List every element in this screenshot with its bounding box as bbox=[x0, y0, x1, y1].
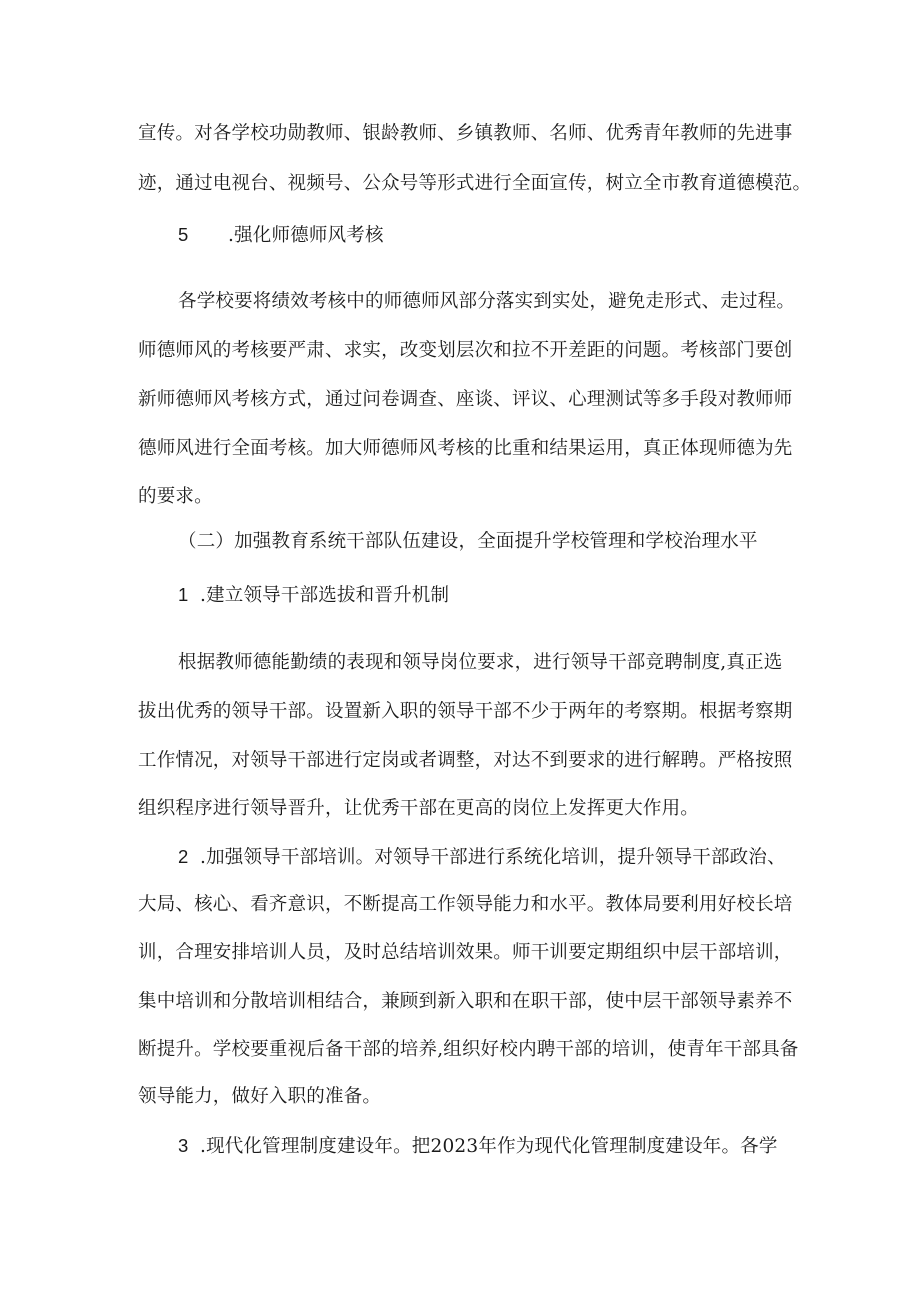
section-heading-2: （二）加强教育系统干部队伍建设，全面提升学校管理和学校治理水平 bbox=[178, 531, 758, 552]
paragraph-line: 工作情况，对领导干部进行定岗或者调整，对达不到要求的进行解聘。严格按照 bbox=[138, 750, 793, 771]
paragraph-line: 师德师风的考核要严肃、求实，改变划层次和拉不开差距的问题。考核部门要创 bbox=[138, 340, 793, 361]
paragraph-line: 各学校要将绩效考核中的师德师风部分落实到实处，避免走形式、走过程。 bbox=[178, 291, 796, 312]
paragraph-line: 德师风进行全面考核。加大师德师风考核的比重和结果运用，真正体现师德为先 bbox=[138, 438, 793, 459]
paragraph-line: 迹，通过电视台、视频号、公众号等形式进行全面宣传，树立全市教育道德模范。 bbox=[138, 173, 812, 194]
paragraph-line: 组织程序进行领导晋升，让优秀干部在更高的岗位上发挥更大作用。 bbox=[138, 798, 700, 819]
paragraph-line: 训，合理安排培训人员，及时总结培训效果。师干训要定期组织中层干部培训， bbox=[138, 942, 793, 963]
paragraph-line: 拔出优秀的领导干部。设置新入职的领导干部不少于两年的考察期。根据考察期 bbox=[138, 701, 793, 722]
paragraph-start-2 bbox=[178, 845, 838, 870]
paragraph-line: 集中培训和分散培训相结合，兼顾到新入职和在职干部，使中层干部领导素养不 bbox=[138, 991, 793, 1012]
item-text: .加强领导干部培训。对领导干部进行系统化培训，提升领导干部政治、 bbox=[200, 847, 786, 868]
item-number: 3 bbox=[178, 1135, 189, 1156]
paragraph-start-3 bbox=[178, 1134, 838, 1159]
paragraph-line: 的要求。 bbox=[138, 486, 213, 507]
section-number: 1 bbox=[178, 584, 189, 605]
paragraph-line: 宣传。对各学校功勋教师、银龄教师、乡镇教师、名师、优秀青年教师的先进事 bbox=[138, 123, 793, 144]
paragraph-line: 断提升。学校要重视后备干部的培养,组织好校内聘干部的培训，使青年干部具备 bbox=[138, 1039, 799, 1060]
section-title: .建立领导干部选拔和晋升机制 bbox=[200, 585, 450, 606]
section-heading-1 bbox=[178, 583, 838, 608]
paragraph-line: 根据教师德能勤绩的表现和领导岗位要求，进行领导干部竞聘制度,真正选 bbox=[178, 652, 783, 673]
item-text: .现代化管理制度建设年。把2023年作为现代化管理制度建设年。各学 bbox=[200, 1136, 778, 1157]
section-title: .强化师德师风考核 bbox=[228, 225, 384, 246]
paragraph-line: 大局、核心、看齐意识，不断提高工作领导能力和水平。教体局要利用好校长培 bbox=[138, 894, 793, 915]
section-heading-5 bbox=[178, 223, 838, 248]
paragraph-line: 领导能力，做好入职的准备。 bbox=[138, 1086, 382, 1107]
paragraph-line: 新师德师风考核方式，通过问卷调查、座谈、评议、心理测试等多手段对教师师 bbox=[138, 389, 793, 410]
item-number: 2 bbox=[178, 846, 189, 867]
section-number: 5 bbox=[178, 224, 189, 245]
